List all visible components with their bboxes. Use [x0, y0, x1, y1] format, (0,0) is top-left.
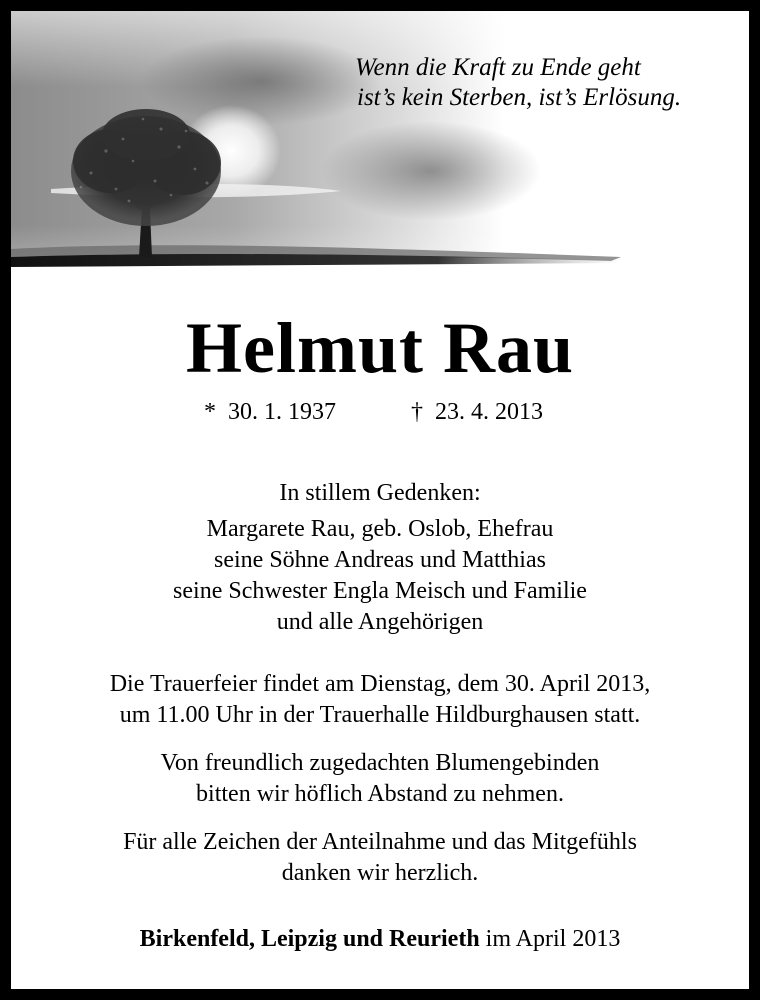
thanks-line: Für alle Zeichen der Anteilnahme und das Mitgefühls	[123, 829, 637, 855]
thanks-notice	[11, 827, 749, 889]
service-line: um 11.00 Uhr in der Trauerhalle Hildburghausen statt.	[119, 702, 641, 728]
quote-line-1: Wenn die Kraft zu Ende geht	[355, 54, 641, 81]
deceased-name: Helmut Rau	[186, 308, 574, 388]
flowers-line: Von freundlich zugedachten Blumengebinden	[160, 750, 600, 776]
mourners-list	[11, 514, 749, 638]
birth-date-row	[204, 397, 336, 427]
birth-date: 30. 1. 1937	[228, 399, 336, 425]
quote-line-2: ist’s kein Sterben, ist’s Erlösung.	[357, 84, 682, 111]
closing-date: im April 2013	[485, 926, 621, 952]
death-symbol: †	[411, 399, 423, 425]
death-date-row	[411, 397, 543, 427]
life-dates	[11, 397, 749, 427]
mourner-line: seine Schwester Engla Meisch und Familie	[173, 578, 587, 604]
obituary-card	[11, 11, 749, 989]
funeral-service-notice	[11, 669, 749, 731]
service-line: Die Trauerfeier findet am Dienstag, dem 30. April 2013,	[109, 671, 651, 697]
closing-line	[11, 924, 749, 955]
epitaph-quote	[355, 53, 735, 113]
mourner-line: Margarete Rau, geb. Oslob, Ehefrau	[206, 516, 554, 542]
closing-places: Birkenfeld, Leipzig und Reurieth	[139, 926, 480, 952]
birth-symbol: *	[204, 399, 216, 425]
flowers-notice	[11, 748, 749, 810]
mourners-heading: In stillem Gedenken:	[279, 480, 481, 506]
flowers-line: bitten wir höflich Abstand zu nehmen.	[196, 781, 564, 807]
mourner-line: seine Söhne Andreas und Matthias	[214, 547, 546, 573]
death-date: 23. 4. 2013	[435, 399, 543, 425]
thanks-line: danken wir herzlich.	[281, 860, 479, 886]
mourner-line: und alle Angehörigen	[276, 609, 484, 635]
